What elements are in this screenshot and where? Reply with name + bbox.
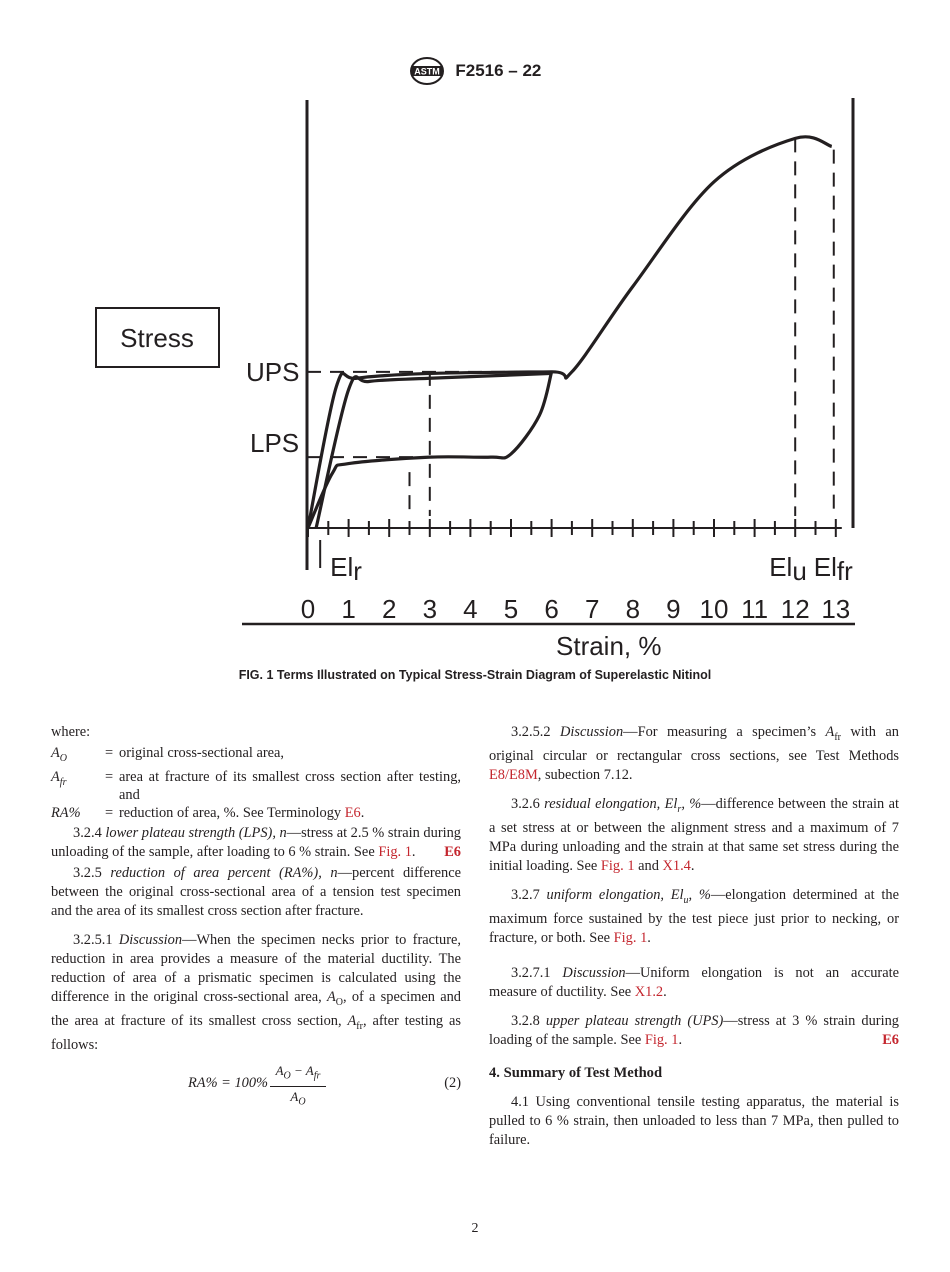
x-tick-label: 13 <box>821 594 851 624</box>
x-tick-label: 5 <box>503 594 519 624</box>
equation-2: RA% = 100% $A_O - A_{fr}$ $A_O$ (2) <box>188 1062 461 1108</box>
document-designation: F2516 – 22 <box>455 61 542 80</box>
para-3-2-5: 3.2.5 reduction of area percent (RA%), n—percent difference between the original cross-sectional area of a tension test specimen and the area of its smallest cross section after fracture. <box>51 864 461 919</box>
x-tick-label: 3 <box>422 594 438 624</box>
x-tick-label: 4 <box>463 594 478 624</box>
right-column <box>489 723 899 1160</box>
x-tick-label: 11 <box>741 594 769 624</box>
para-3-2-5-2: 3.2.5.2 Discussion—For measuring a specimen’s $A_{fr}$ with an original circular or rectangular cross sections, see Test Methods E8/E8M, subection 7.12. <box>489 724 899 783</box>
lps-label: LPS <box>250 428 300 458</box>
elfr-label: Elfr <box>813 552 853 586</box>
left-column <box>51 723 462 1108</box>
link-fig-1[interactable]: Fig. 1 <box>613 929 648 946</box>
ref-e6[interactable]: E6 <box>444 843 461 860</box>
figure-caption: FIG. 1 Terms Illustrated on Typical Stress-Strain Diagram of Superelastic Nitinol <box>238 668 712 682</box>
series-loading-line <box>308 137 832 528</box>
x-tick-label: 8 <box>625 594 641 624</box>
para-3-2-4: 3.2.4 lower plateau strength (LPS), n—stress at 2.5 % strain during unloading of the sample, after loading to 6 % strain. See Fig. 1. E6 <box>51 824 461 860</box>
x-tick-label: 2 <box>381 594 397 624</box>
page-number: 2 <box>471 1221 479 1236</box>
elu-label: Elu <box>769 552 807 586</box>
x-tick-label: 7 <box>584 594 600 624</box>
link-fig-1[interactable]: Fig. 1 <box>644 1031 679 1048</box>
x-tick-label: 10 <box>699 594 729 624</box>
link-e6[interactable]: E6 <box>344 804 361 821</box>
stress-label: Stress <box>120 323 194 353</box>
link-e8-e8m[interactable]: E8/E8M <box>489 766 538 783</box>
link-x1-2[interactable]: X1.2 <box>634 983 664 1000</box>
definition-row: $A_O$ = original cross-sectional area, <box>51 745 285 764</box>
para-3-2-6: 3.2.6 residual elongation, $El_r$, %—difference between the strain at a set stress at or between the alignment stress and a maximum of 7 MPa during unloading and the strain at that same set stress during the initial loading. See Fig. 1 and X1.4. <box>489 795 899 874</box>
ref-e6[interactable]: E6 <box>882 1031 899 1048</box>
x-tick-label: 1 <box>341 594 356 624</box>
definition-row: RA% = reduction of area, %. See Terminology E6. <box>51 804 365 821</box>
link-fig-1[interactable]: Fig. 1 <box>600 857 635 874</box>
para-3-2-8: 3.2.8 upper plateau strength (UPS)—stress at 3 % strain during loading of the sample. See Fig. 1. E6 <box>489 1012 899 1048</box>
para-3-2-7: 3.2.7 uniform elongation, $El_u$, %—elongation determined at the maximum force sustained by the test piece just prior to necking, or fracture, or both. See Fig. 1. <box>489 886 899 946</box>
x-tick-label: 9 <box>666 594 681 624</box>
astm-logo-text: ASTM <box>413 66 440 77</box>
definitions-table <box>51 744 461 822</box>
section-4-heading: 4. Summary of Test Method <box>489 1064 663 1081</box>
ups-label: UPS <box>246 357 300 387</box>
definition-row: $A_{fr}$ = area at fracture of its smallest cross section after testing, and <box>51 768 461 803</box>
x-axis-label: Strain, % <box>556 631 662 661</box>
x-tick-label: 12 <box>780 594 810 624</box>
para-4-1: 4.1 Using conventional tensile testing apparatus, the material is pulled to 6 % strain, then unloaded to less than 7 MPa, then pulled to failure. <box>489 1093 899 1148</box>
where-label: where: <box>51 724 91 740</box>
para-3-2-5-1: 3.2.5.1 Discussion—When the specimen necks prior to fracture, reduction in area provides a measure of the material ductility. The reduction of area of a prismatic specimen is calculated using the difference in the original cross-sectional area, $A_O$, of a specimen and the area at fracture of its smallest cross section, $A_{fr}$, after testing as follows: <box>51 931 462 1053</box>
x-tick-label: 0 <box>300 594 316 624</box>
link-x1-4[interactable]: X1.4 <box>662 857 691 874</box>
link-fig-1[interactable]: Fig. 1 <box>378 843 412 860</box>
elr-label: Elr <box>330 552 362 586</box>
x-tick-label: 6 <box>544 594 559 624</box>
para-3-2-7-1: 3.2.7.1 Discussion—Uniform elongation is not an accurate measure of ductility. See X1.2. <box>489 964 899 1000</box>
